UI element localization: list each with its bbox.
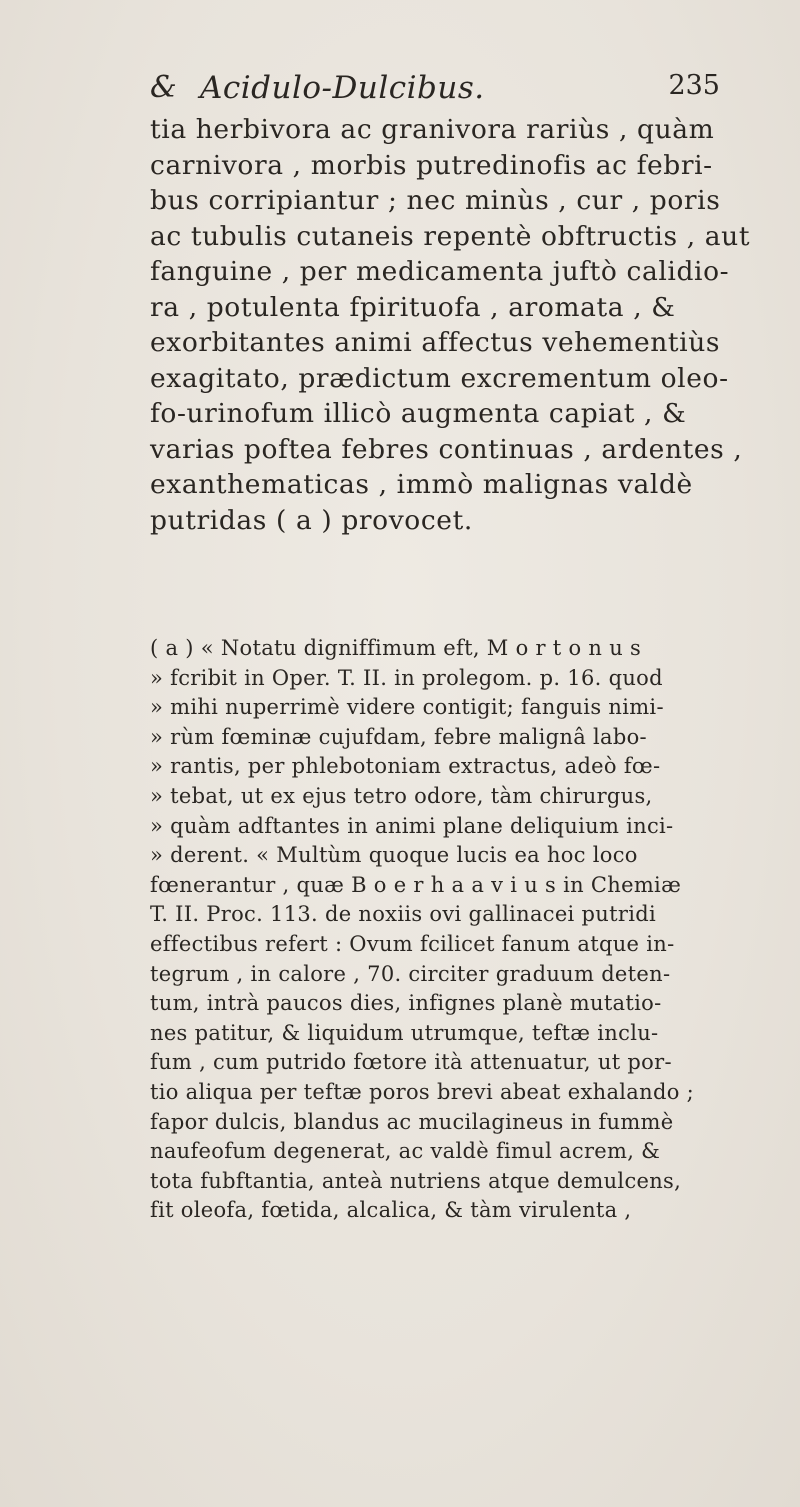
footnote-line: » rùm fœminæ cujufdam, febre malignâ labo- [150,724,647,749]
footnote-line: » quàm adftantes in animi plane deliquium inci- [150,813,674,838]
footnote-line: naufeofum degenerat, ac valdè fimul acrem, & [150,1139,661,1164]
footnote-line: fapor dulcis, blandus ac mucilagineus in fummè [150,1109,674,1134]
footnote-line: fum , cum putrido fœtore ità attenuatur, ut por- [150,1050,672,1075]
body-line: varias poftea febres continuas , ardentes , [150,433,743,465]
footnote-line: ( a ) « Notatu digniffimum eft, M o r t o n u s [150,636,642,660]
body-line: putridas ( a ) provocet. [150,504,473,536]
footnote-line: nes patitur, & liquidum utrumque, teftæ inclu- [150,1020,659,1045]
footnote-line: tegrum , in calore , 70. circiter graduum deten- [150,961,671,986]
footnote-line: tota fubftantia, anteà nutriens atque demulcens, [150,1168,682,1193]
footnote-line: T. II. Proc. 113. de noxiis ovi gallinacei putridi [150,902,656,927]
footnote [150,634,770,1226]
footnote-line: » rantis, per phlebotoniam extractus, adeò fœ- [150,754,661,779]
body-line: fanguine , per medicamenta juftò calidio- [150,256,730,287]
body-line: ra , potulenta fpirituofa , aromata , & [150,291,676,323]
footnote-line: » derent. « Multùm quoque lucis ea hoc loco [150,843,638,868]
footnote-line: » fcribit in Oper. T. II. in prolegom. p. 16. quod [150,665,663,690]
footnote-line: fit oleofa, fœtida, alcalica, & tàm virulenta , [150,1198,632,1223]
body-line: tia herbivora ac granivora rariùs , quàm [150,114,715,145]
main-paragraph [150,112,750,538]
body-line: carnivora , morbis putredinofis ac febri- [150,149,713,181]
footnote-line: tum, intrà paucos dies, infignes planè mutatio- [150,991,662,1016]
footnote-line: » mihi nuperrimè videre contigit; fanguis nimi- [150,695,664,720]
footnote-line: tio aliqua per teftæ poros brevi abeat exhalando ; [150,1079,694,1104]
running-title: Acidulo-Dulcibus. [200,70,485,106]
body-line: fo-urinofum illicò augmenta capiat , & [150,398,687,429]
body-line: bus corripiantur ; nec minùs , cur , poris [150,185,721,216]
footnote-line: fœnerantur , quæ B o e r h a a v i u s in Chemiæ [150,872,682,897]
page-number: 235 [668,70,720,101]
footnote-line: » tebat, ut ex ejus tetro odore, tàm chirurgus, [150,783,653,808]
body-line: exagitato, prædictum excrementum oleo- [150,362,729,394]
footnote-line: effectibus refert : Ovum fcilicet fanum atque in- [150,931,675,956]
header-ampersand: & [150,70,177,105]
body-line: exorbitantes animi affectus vehementiùs [150,327,721,358]
running-header [150,70,720,110]
body-line: exanthematicas , immò malignas valdè [150,469,693,500]
body-line: ac tubulis cutaneis repentè obftructis , aut [150,220,751,252]
